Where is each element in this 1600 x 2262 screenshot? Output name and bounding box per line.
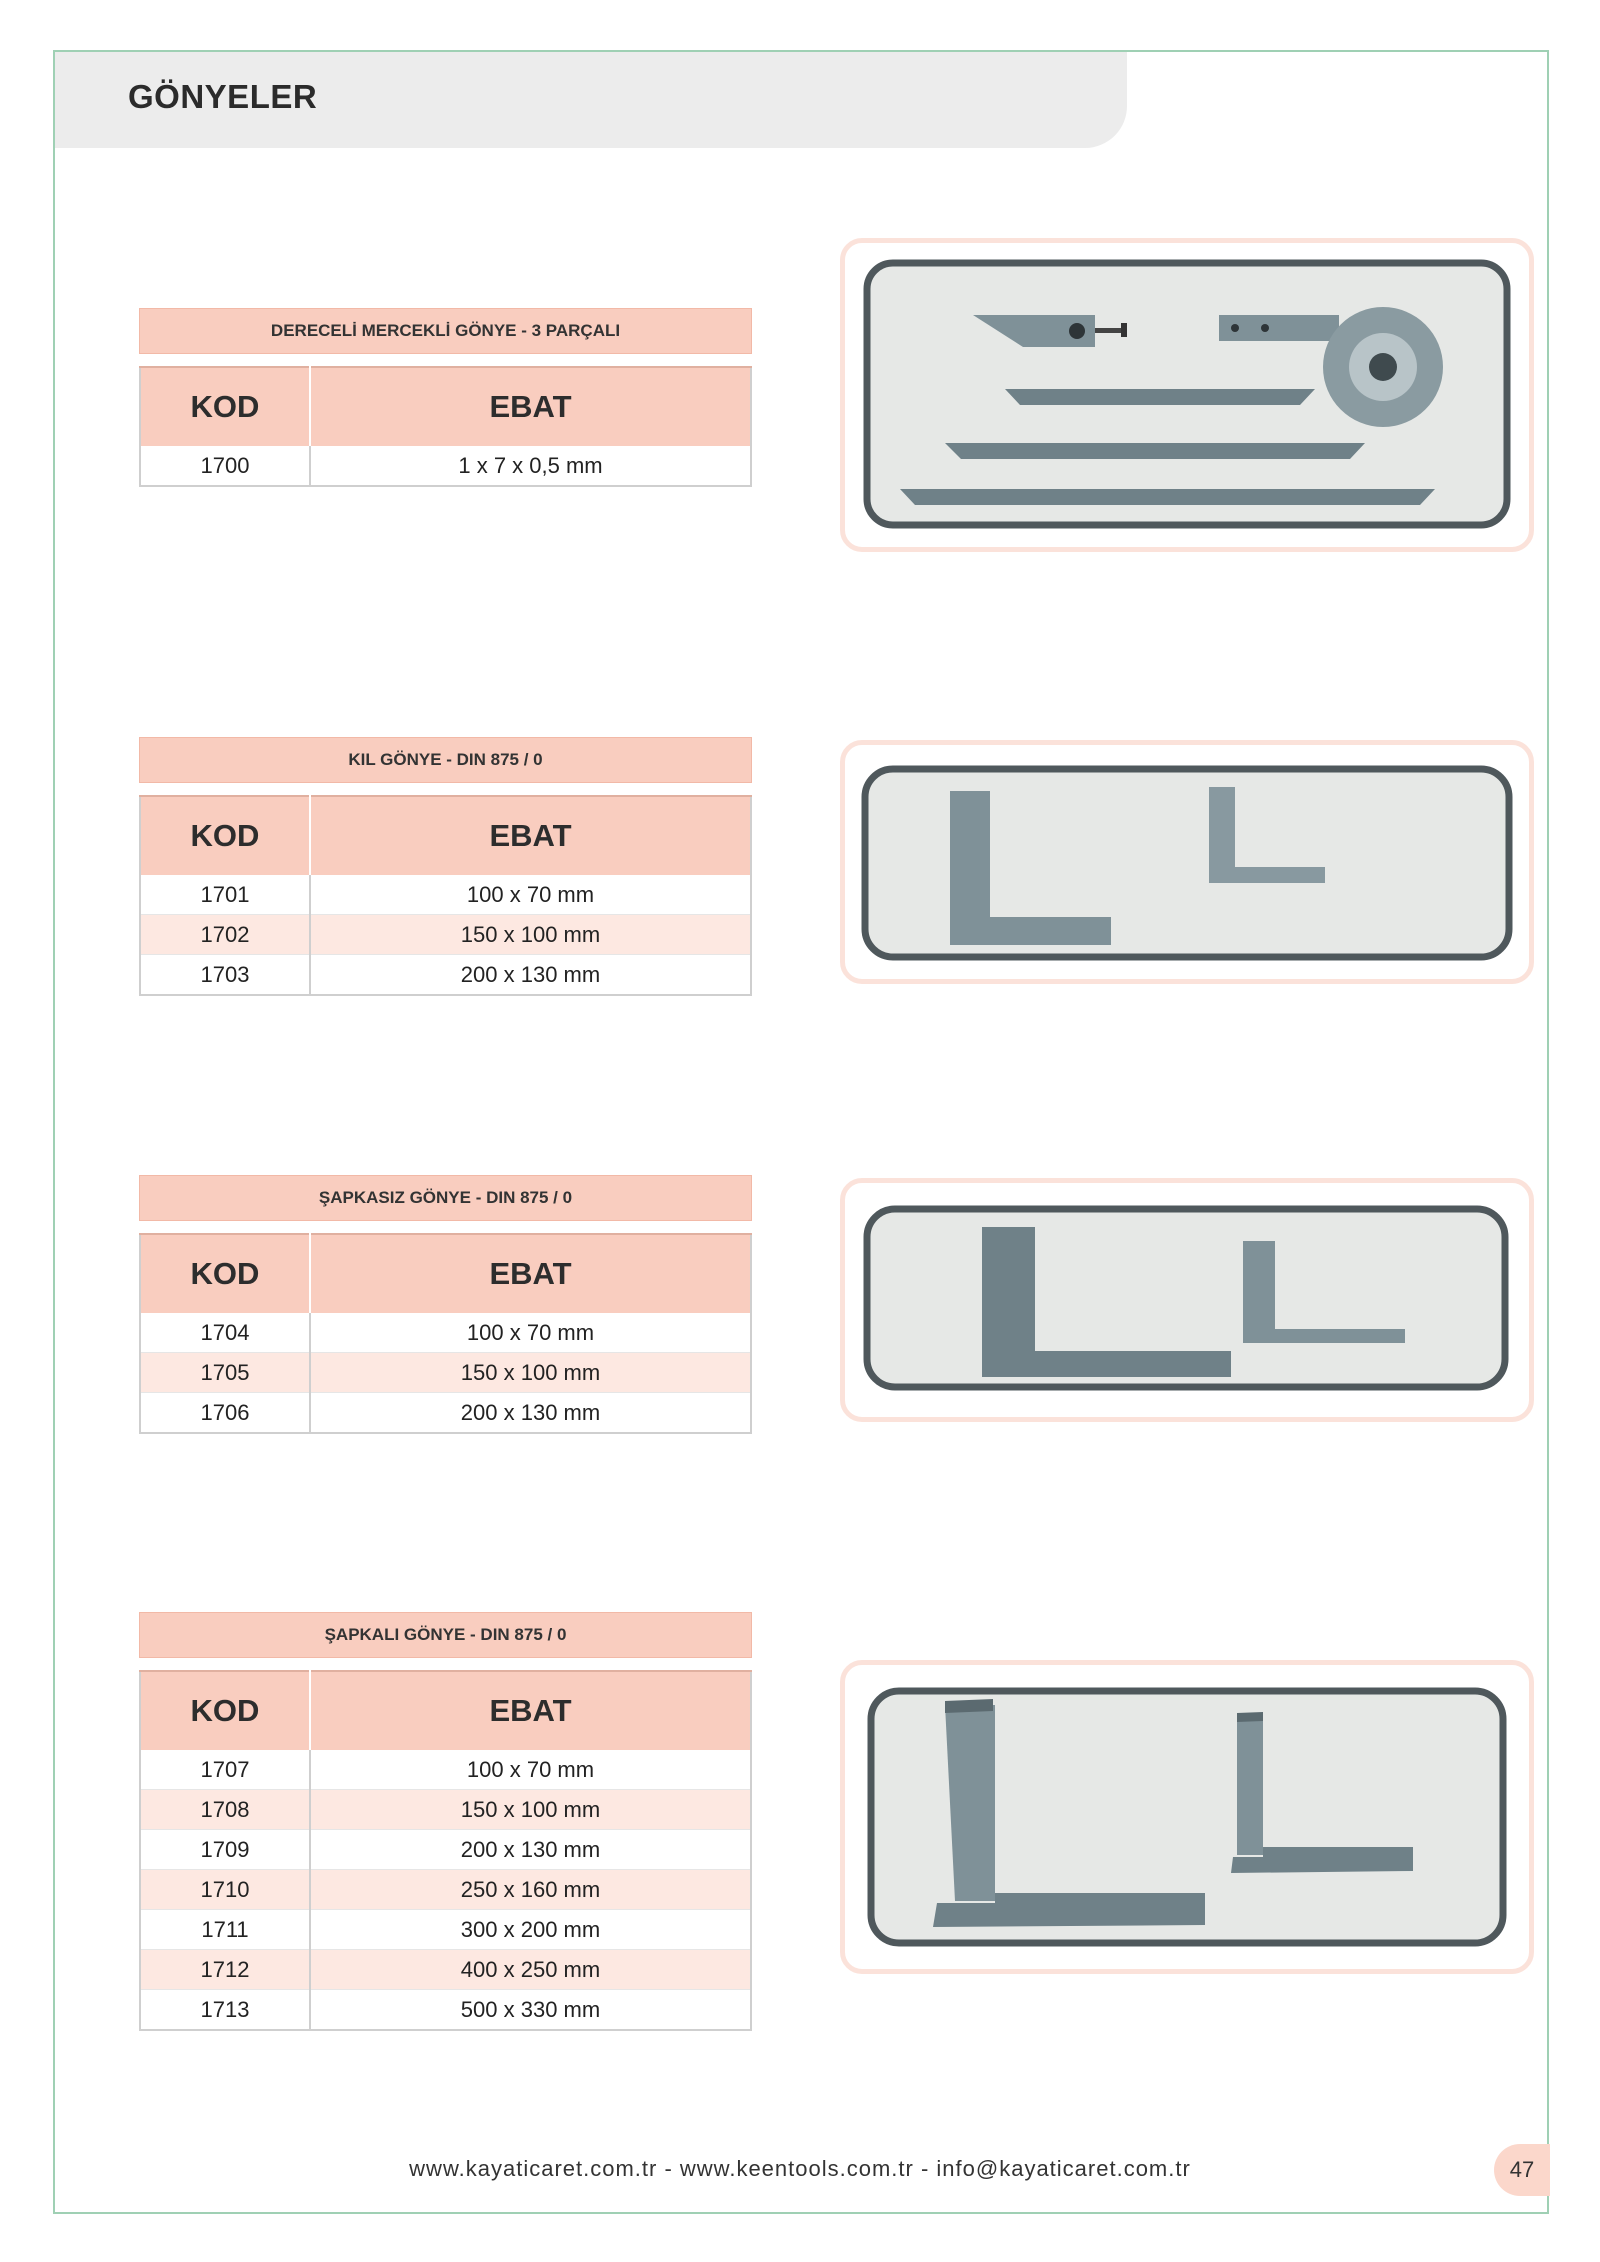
product-photo-sapkali-gonye xyxy=(840,1660,1534,1974)
kod-cell: 1713 xyxy=(140,1990,310,2031)
kod-header: KOD xyxy=(140,796,310,875)
kod-cell: 1700 xyxy=(140,446,310,486)
table-row xyxy=(140,875,751,915)
kod-cell: 1701 xyxy=(140,875,310,915)
section-title: DERECELİ MERCEKLİ GÖNYE - 3 PARÇALI xyxy=(139,308,752,354)
kod-cell: 1702 xyxy=(140,915,310,955)
table-row xyxy=(140,1870,751,1910)
kod-cell: 1708 xyxy=(140,1790,310,1830)
sapkasiz-gonye-image xyxy=(845,1183,1529,1417)
ebat-cell: 200 x 130 mm xyxy=(310,1830,751,1870)
table-row xyxy=(140,1790,751,1830)
ebat-header: EBAT xyxy=(310,367,751,446)
kod-header: KOD xyxy=(140,1234,310,1313)
table-header xyxy=(140,367,751,446)
ebat-cell: 1 x 7 x 0,5 mm xyxy=(310,446,751,486)
section-title: ŞAPKALI GÖNYE - DIN 875 / 0 xyxy=(139,1612,752,1658)
spec-table xyxy=(139,795,752,996)
section-sapkasiz-gonye xyxy=(139,1175,752,1434)
ebat-cell: 100 x 70 mm xyxy=(310,1750,751,1790)
ebat-cell: 150 x 100 mm xyxy=(310,1790,751,1830)
kod-cell: 1707 xyxy=(140,1750,310,1790)
section-title: ŞAPKASIZ GÖNYE - DIN 875 / 0 xyxy=(139,1175,752,1221)
ebat-header: EBAT xyxy=(310,796,751,875)
page-title: GÖNYELER xyxy=(128,78,318,115)
table-row xyxy=(140,1313,751,1353)
kod-header: KOD xyxy=(140,367,310,446)
table-row xyxy=(140,446,751,486)
table-row xyxy=(140,1990,751,2031)
section-title: KIL GÖNYE - DIN 875 / 0 xyxy=(139,737,752,783)
ebat-cell: 100 x 70 mm xyxy=(310,1313,751,1353)
kod-header: KOD xyxy=(140,1671,310,1750)
kod-cell: 1712 xyxy=(140,1950,310,1990)
footer-contact: www.kayaticaret.com.tr - www.keentools.com.tr - info@kayaticaret.com.tr xyxy=(409,2156,1191,2181)
kod-cell: 1710 xyxy=(140,1870,310,1910)
ebat-cell: 200 x 130 mm xyxy=(310,955,751,996)
table-header xyxy=(140,1671,751,1750)
ebat-cell: 250 x 160 mm xyxy=(310,1870,751,1910)
kod-cell: 1703 xyxy=(140,955,310,996)
section-sapkali-gonye xyxy=(139,1612,752,2031)
section-dereceli-mercekli-gonye xyxy=(139,308,752,487)
ebat-cell: 200 x 130 mm xyxy=(310,1393,751,1434)
kod-cell: 1706 xyxy=(140,1393,310,1434)
protractor-set-image xyxy=(845,243,1529,547)
spec-table xyxy=(139,1233,752,1434)
ebat-header: EBAT xyxy=(310,1671,751,1750)
ebat-cell: 150 x 100 mm xyxy=(310,915,751,955)
table-row xyxy=(140,1750,751,1790)
ebat-cell: 300 x 200 mm xyxy=(310,1910,751,1950)
table-row xyxy=(140,1950,751,1990)
table-row xyxy=(140,1353,751,1393)
page-number: 47 xyxy=(1494,2144,1550,2196)
product-photo-kil-gonye xyxy=(840,740,1534,984)
product-photo-sapkasiz-gonye xyxy=(840,1178,1534,1422)
table-row xyxy=(140,1830,751,1870)
table-header xyxy=(140,796,751,875)
table-row xyxy=(140,915,751,955)
kil-gonye-image xyxy=(845,745,1529,979)
ebat-header: EBAT xyxy=(310,1234,751,1313)
spec-table xyxy=(139,366,752,487)
ebat-cell: 150 x 100 mm xyxy=(310,1353,751,1393)
ebat-cell: 100 x 70 mm xyxy=(310,875,751,915)
table-row xyxy=(140,955,751,996)
sapkali-gonye-image xyxy=(845,1665,1529,1969)
kod-cell: 1704 xyxy=(140,1313,310,1353)
kod-cell: 1709 xyxy=(140,1830,310,1870)
table-row xyxy=(140,1393,751,1434)
kod-cell: 1705 xyxy=(140,1353,310,1393)
kod-cell: 1711 xyxy=(140,1910,310,1950)
section-kil-gonye xyxy=(139,737,752,996)
table-row xyxy=(140,1910,751,1950)
table-header xyxy=(140,1234,751,1313)
ebat-cell: 500 x 330 mm xyxy=(310,1990,751,2031)
product-photo-protractor xyxy=(840,238,1534,552)
ebat-cell: 400 x 250 mm xyxy=(310,1950,751,1990)
spec-table xyxy=(139,1670,752,2031)
